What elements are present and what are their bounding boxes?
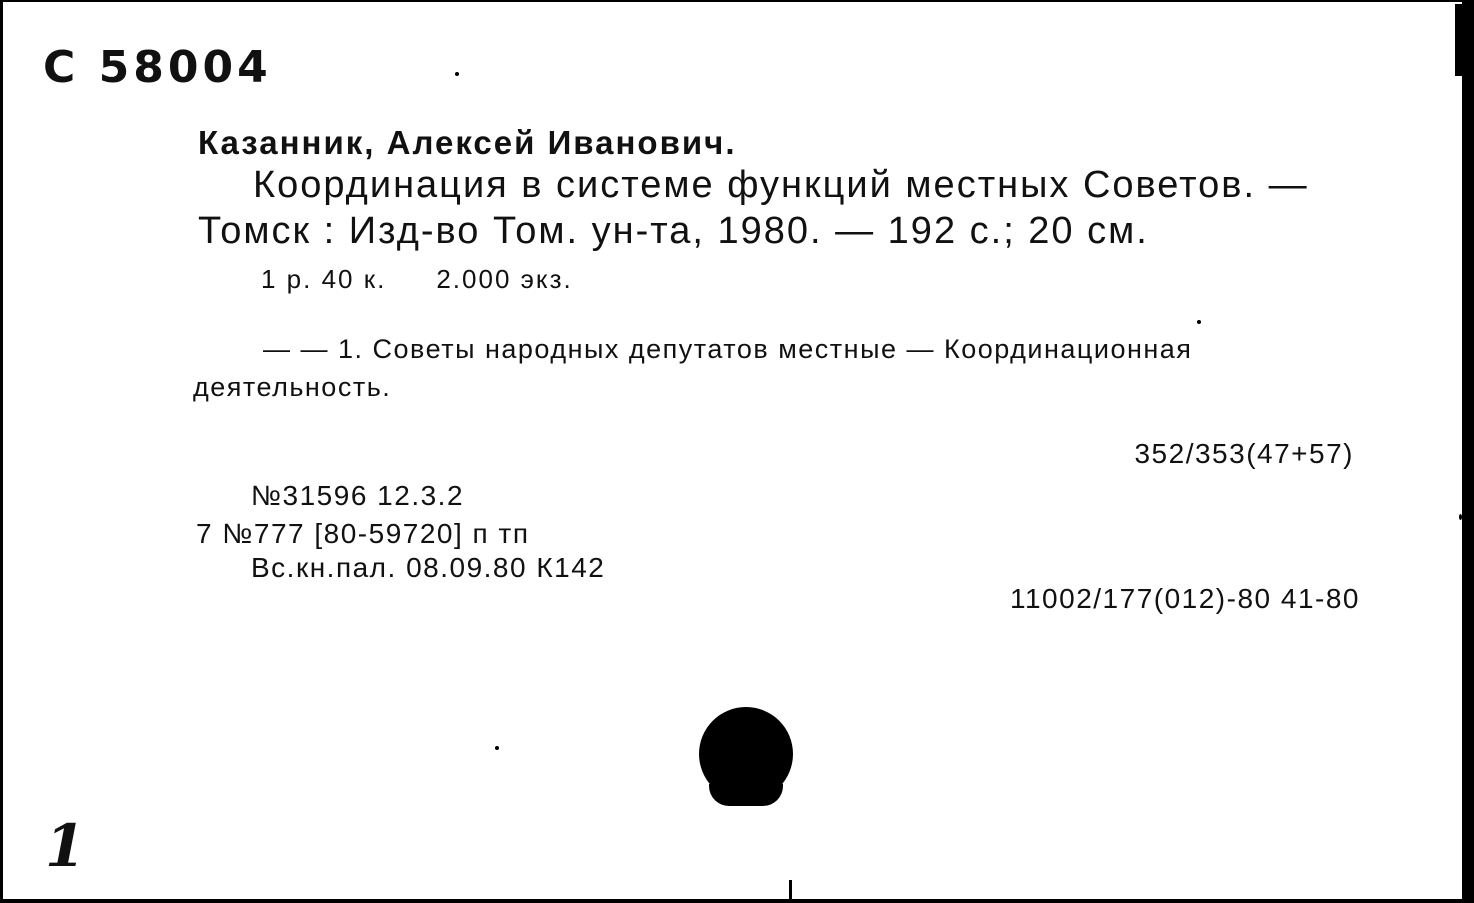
ink-speck	[495, 746, 499, 750]
bottom-tick-mark	[789, 880, 792, 899]
order-line-1: №31596 12.3.2	[251, 480, 465, 511]
print-run: 2.000 экз.	[436, 264, 573, 294]
card-punch-hole-notch	[709, 784, 783, 806]
subject-heading-line-1: — — 1. Советы народных депутатов местные — Координационная	[263, 334, 1193, 364]
author-heading: Казанник, Алексей Иванович.	[198, 124, 737, 161]
catalog-card	[3, 2, 1462, 899]
classification-index: 352/353(47+57)	[1134, 438, 1354, 469]
ink-speck	[455, 72, 459, 76]
price-line	[261, 264, 573, 295]
order-line-3: Вс.кн.пал. 08.09.80 К142	[251, 552, 606, 583]
title-line-2: Томск : Изд-во Том. ун-та, 1980. — 192 с.; 20 см.	[198, 210, 1149, 252]
title-line-1: Координация в системе функций местных Советов. —	[253, 164, 1309, 206]
edge-mark	[1455, 4, 1462, 76]
inventory-number-stamp: C 58004	[43, 42, 272, 93]
ink-speck	[1197, 320, 1201, 324]
ink-speck	[1459, 514, 1462, 520]
order-line-2: 7 №777 [80-59720] п тп	[196, 518, 530, 549]
price: 1 р. 40 к.	[261, 264, 387, 294]
handwritten-mark: 1	[45, 812, 86, 880]
catalog-code: 11002/177(012)-80 41-80	[1009, 583, 1360, 614]
subject-heading-line-2: деятельность.	[193, 372, 392, 402]
